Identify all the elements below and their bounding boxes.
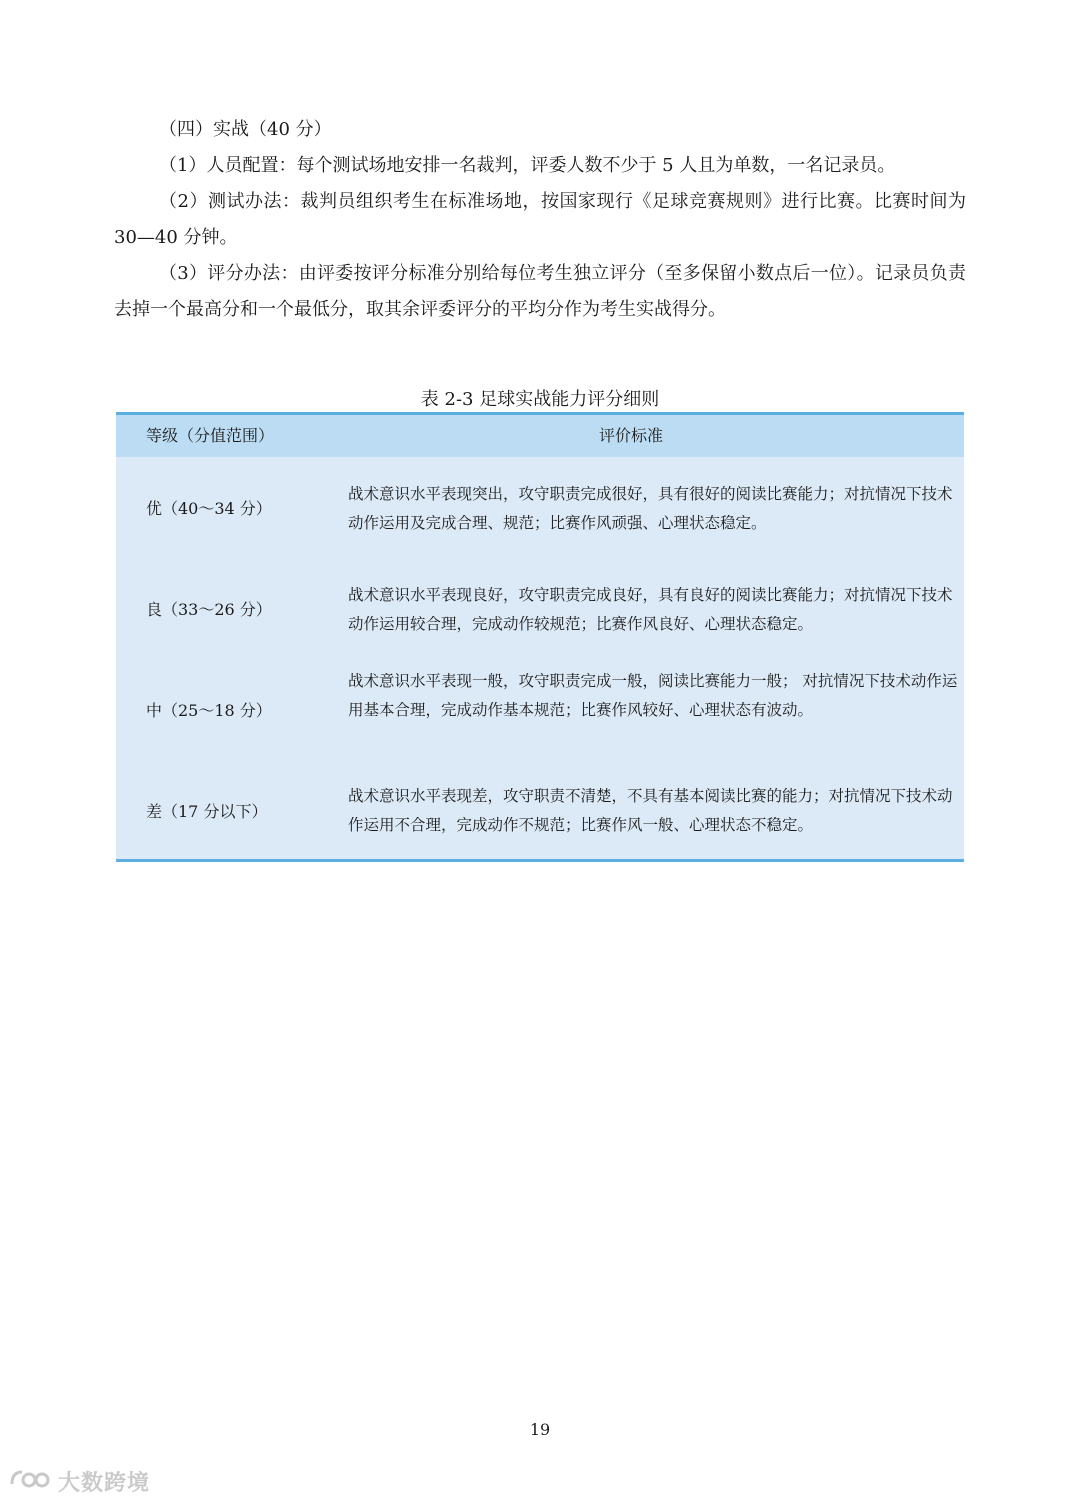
section-heading: （四）实战（40 分） — [159, 119, 332, 140]
table-caption: 表 2-3 足球实战能力评分细则 — [420, 389, 660, 410]
grade-cell: 良（33～26 分） — [146, 600, 272, 619]
table-row — [116, 657, 964, 767]
brand-logo-icon — [8, 1464, 52, 1498]
table-header — [116, 415, 964, 457]
column-header-criteria: 评价标准 — [599, 426, 664, 445]
grade-cell: 差（17 分以下） — [146, 802, 268, 821]
paragraph-test-method: （2）测试办法：裁判员组织考生在标准场地，按国家现行《足球竞赛规则》进行比赛。比赛时间为 30—40 分钟。 — [114, 191, 966, 248]
grade-cell: 优（40～34 分） — [146, 499, 272, 518]
criteria-cell: 战术意识水平表现差，攻守职责不清楚，不具有基本阅读比赛的能力；对抗情况下技术动作运用不合理，完成动作不规范；比赛作风一般、心理状态不稳定。 — [348, 787, 953, 834]
table-row — [116, 561, 964, 657]
table-row — [116, 767, 964, 859]
page-number: 19 — [529, 1420, 551, 1439]
column-header-grade: 等级（分值范围） — [146, 426, 275, 445]
criteria-cell: 战术意识水平表现一般，攻守职责完成一般，阅读比赛能力一般； 对抗情况下技术动作运用基本合理，完成动作基本规范；比赛作风较好、心理状态有波动。 — [348, 672, 958, 719]
grade-cell: 中（25～18 分） — [146, 701, 272, 720]
table-row — [116, 457, 964, 561]
paragraph-staffing: （1）人员配置：每个测试场地安排一名裁判，评委人数不少于 5 人且为单数，一名记录员。 — [159, 155, 896, 176]
scoring-table — [116, 412, 964, 862]
watermark-text: 大数跨境 — [58, 1470, 151, 1496]
criteria-cell: 战术意识水平表现突出，攻守职责完成很好，具有很好的阅读比赛能力；对抗情况下技术动作运用及完成合理、规范；比赛作风顽强、心理状态稳定。 — [348, 485, 953, 532]
watermark — [8, 1464, 150, 1498]
paragraph-scoring-method: （3）评分办法：由评委按评分标准分别给每位考生独立评分（至多保留小数点后一位）。记录员负责去掉一个最高分和一个最低分，取其余评委评分的平均分作为考生实战得分。 — [114, 263, 966, 320]
criteria-cell: 战术意识水平表现良好，攻守职责完成良好，具有良好的阅读比赛能力；对抗情况下技术动作运用较合理，完成动作较规范；比赛作风良好、心理状态稳定。 — [348, 586, 953, 633]
